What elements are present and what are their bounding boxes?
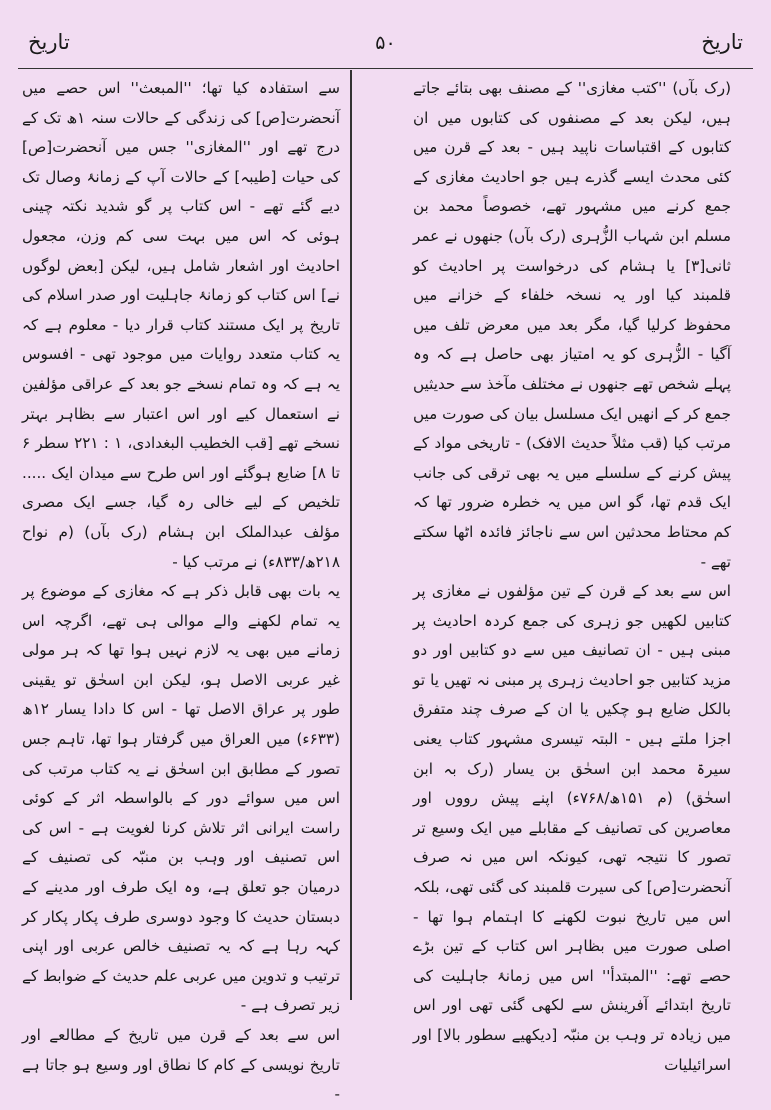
- paragraph: اس سے بعد کے قرن کے تین مؤلفوں نے مغازی پر کتابیں لکھیں جو زہری کی جمع کردہ احادیث پر مبنی ہیں - ان تصانیف میں سے دو کتابیں اور دو مزید کتابیں جو احادیث زہری پر مبنی نہ تھیں یا تو بالکل ضایع ہو چکیں یا ان کے صرف چند متفرق اجزا ملتے ہیں - البتہ تیسری مشہور کتاب یعنی سیرۃ محمد ابن اسحٰق بن یسار (رک بہ ابن اسحٰق) (م ۱۵۱ھ/۷۶۸ء) اپنے پیش رووں اور معاصرین کی تصانیف کے مقابلے میں ایک وسیع تر تصور کا نتیجہ تھی، کیونکہ اس میں نہ صرف آنحضرت[ص] کی سیرت قلمبند کی گئی تھی، بلکہ اس میں تاریخ نبوت لکھنے کا اہتمام ہوا تھا - اصلی صورت میں بظاہر اس کتاب کے تین بڑے حصے تھے: ''المبتدأ'' اس میں زمانۂ جاہلیت کی تاریخ ابتدائے آفرینش سے لکھی گئی تھی اور اس میں زیادہ تر وہب بن منبّہ [دیکھیے سطور بالا] اور اسرائیلیات: [413, 582, 732, 1074]
- left-column: [22, 74, 340, 1110]
- right-column: [413, 74, 731, 1080]
- paragraph: (رک بآں) ''کتب مغازی'' کے مصنف بھی بتائے جاتے ہیں، لیکن بعد کے مصنفوں کی کتابوں میں ان کتابوں کے اقتباسات ناپید ہیں - بعد کے قرن میں کئی محدث ایسے گذرے ہیں جو احادیث مغازی کے جمع کرنے میں مشہور تھے، خصوصاً محمد بن مسلم ابن شہاب الزُّہری (رک بآں) جنھوں نے عمر ثانی[۳] یا ہشام کی درخواست پر احادیث کو قلمبند کیا اور یہ نسخہ خلفاء کے خزانے میں محفوظ کرلیا گیا، مگر بعد میں معرض تلف میں آگیا - الزُّہری کو یہ امتیاز بھی حاصل ہے کہ وہ پہلے شخص تھے جنھوں نے مختلف مآخذ سے حدیثیں جمع کر کے انھیں ایک مسلسل بیان کی صورت میں مرتب کیا (قب مثلاً حدیث الافک) - تاریخی مواد کے پیش کرنے کے سلسلے میں یہ بھی ترقی کی جانب ایک قدم تھا، گو اس میں یہ خطرہ ضرور تھا کہ کم محتاط محدثین اس سے ناجائز فائدہ اٹھا سکتے تھے -: [413, 79, 731, 571]
- paragraph: سے استفادہ کیا تھا؛ ''المبعث'' اس حصے میں آنحضرت[ص] کی زندگی کے حالات سنہ ۱ھ تک کے درج تھے اور ''المغازی'' جس میں آنحضرت[ص] کی حیات [طیبہ] کے حالات آپ کے زمانۂ وصال تک دیے گئے تھے - اس کتاب پر گو شدید نکتہ چینی ہوئی کہ اس میں بہت سی کم وزن، مجعول احادیث اور اشعار شامل ہیں، لیکن [بعض لوگوں نے] اس کتاب کو زمانۂ جاہلیت اور صدر اسلام کی تاریخ پر ایک مستند کتاب قرار دیا - معلوم ہے کہ یہ کتاب متعدد روایات میں موجود تھی - افسوس یہ ہے کہ وہ تمام نسخے جو بعد کے عراقی مؤلفین نے استعمال کیے اور اس اعتبار سے بظاہر بہتر نسخے تھے [قب الخطیب البغدادی، ۱ : ۲۲۱ سطر ۶ تا ۸] ضایع ہوگئے اور اس طرح سے میدان ایک ..... تلخیص کے لیے خالی رہ گیا، جسے ایک مصری مؤلف عبدالملک ابن ہشام (رک بآں) (م نواح ۲۱۸ھ/۸۳۳ء) نے مرتب کیا -: [22, 79, 341, 571]
- page-header: [18, 24, 753, 69]
- running-title-left: تاریخ: [28, 30, 70, 54]
- paragraph: یہ بات بھی قابل ذکر ہے کہ مغازی کے موضوع پر یہ تمام لکھنے والے موالی ہی تھے، اگرچہ اس زمانے میں بھی یہ لازم نہیں ہوا تھا کہ ہر مولی غیر عربی الاصل ہو، لیکن ابن اسحٰق تو یقینی طور پر عراق الاصل تھا - اس کا دادا یسار ۱۲ھ (۶۳۳ء) میں العراق میں گرفتار ہوا تھا، تاہم جس تصور کے مطابق ابن اسحٰق نے یہ کتاب مرتب کی اس میں سوائے دور کے بالواسطہ اثر کے کوئی راست ایرانی اثر تلاش کرنا لغویت ہے - اس کی اس تصنیف اور وہب بن منبّہ کی تصنیف کے درمیان جو تعلق ہے، وہ ایک طرف اور مدینے کے دبستان حدیث کا وجود دوسری طرف پکار پکار کر کہہ رہا ہے کہ یہ تصنیف خالص عربی اور اپنی ترتیب و تدوین میں عربی علم حدیث کے ضوابط کے زیر تصرف ہے -: [22, 582, 340, 1015]
- running-title-right: تاریخ: [701, 30, 743, 54]
- column-divider: [350, 70, 352, 1000]
- page-number: ۵۰: [375, 32, 396, 54]
- paragraph: اس سے بعد کے قرن میں تاریخ کے مطالعے اور تاریخ نویسی کے کام کا نطاق اور وسیع ہو جاتا ہے -: [22, 1026, 340, 1104]
